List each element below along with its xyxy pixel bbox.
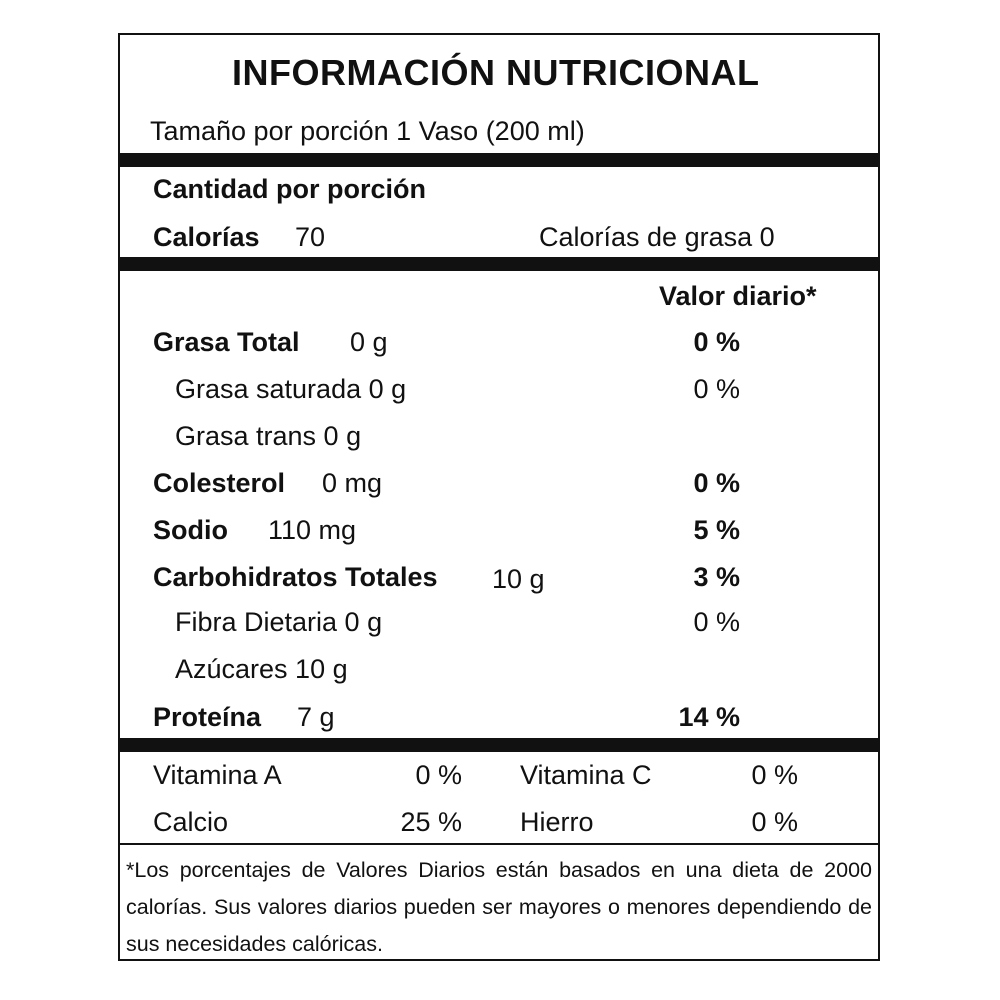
mineral-name: Hierro	[520, 807, 594, 837]
vitamin-name: Vitamina C	[520, 760, 652, 790]
nutrient-name: Proteína	[153, 702, 262, 732]
nutrient-name: Grasa saturada 0 g	[175, 374, 407, 404]
serving-size: Tamaño por porción 1 Vaso (200 ml)	[150, 116, 585, 146]
nutrient-amount: 110 mg	[268, 515, 357, 545]
footnote: *Los porcentajes de Valores Diarios están basados en una dieta de 2000 calorías. Sus valores diarios pueden ser mayores o menores dependiendo de sus necesidades calóricas.	[126, 858, 872, 956]
mineral-name: Calcio	[153, 807, 229, 837]
nutrient-daily-value: 0 %	[693, 607, 740, 637]
thick-divider	[120, 257, 878, 271]
nutrient-name: Grasa Total	[153, 327, 300, 357]
nutrient-name: Grasa trans 0 g	[175, 421, 362, 451]
calories-label: Calorías	[153, 222, 260, 252]
thick-divider	[120, 153, 878, 167]
nutrient-daily-value: 3 %	[693, 562, 740, 592]
nutrient-name: Colesterol	[153, 468, 286, 498]
nutrient-amount: 0 g	[350, 327, 388, 357]
nutrient-name: Sodio	[153, 515, 228, 545]
label-title: INFORMACIÓN NUTRICIONAL	[232, 52, 760, 93]
nutrient-name: Fibra Dietaria 0 g	[175, 607, 383, 637]
nutrient-daily-value: 14 %	[678, 702, 740, 732]
vitamin-daily-value: 0 %	[751, 760, 798, 790]
calories-value: 70	[295, 222, 326, 252]
vitamin-name: Vitamina A	[153, 760, 282, 790]
mineral-daily-value: 0 %	[751, 807, 798, 837]
nutrient-amount: 10 g	[492, 564, 545, 594]
mineral-daily-value: 25 %	[400, 807, 462, 837]
nutrition-facts-label	[118, 33, 880, 961]
thin-divider	[120, 843, 878, 845]
amount-per-serving-header: Cantidad por porción	[153, 174, 426, 204]
nutrient-daily-value: 0 %	[693, 374, 740, 404]
daily-value-header: Valor diario*	[659, 281, 817, 311]
nutrient-amount: 0 mg	[322, 468, 383, 498]
vitamin-daily-value: 0 %	[415, 760, 462, 790]
nutrient-name: Azúcares 10 g	[175, 654, 348, 684]
fat-calories: Calorías de grasa 0	[539, 222, 775, 252]
nutrient-daily-value: 0 %	[693, 468, 740, 498]
nutrient-amount: 7 g	[297, 702, 335, 732]
thick-divider	[120, 738, 878, 752]
nutrient-name: Carbohidratos Totales	[153, 562, 438, 592]
nutrient-daily-value: 5 %	[693, 515, 740, 545]
nutrient-daily-value: 0 %	[693, 327, 740, 357]
